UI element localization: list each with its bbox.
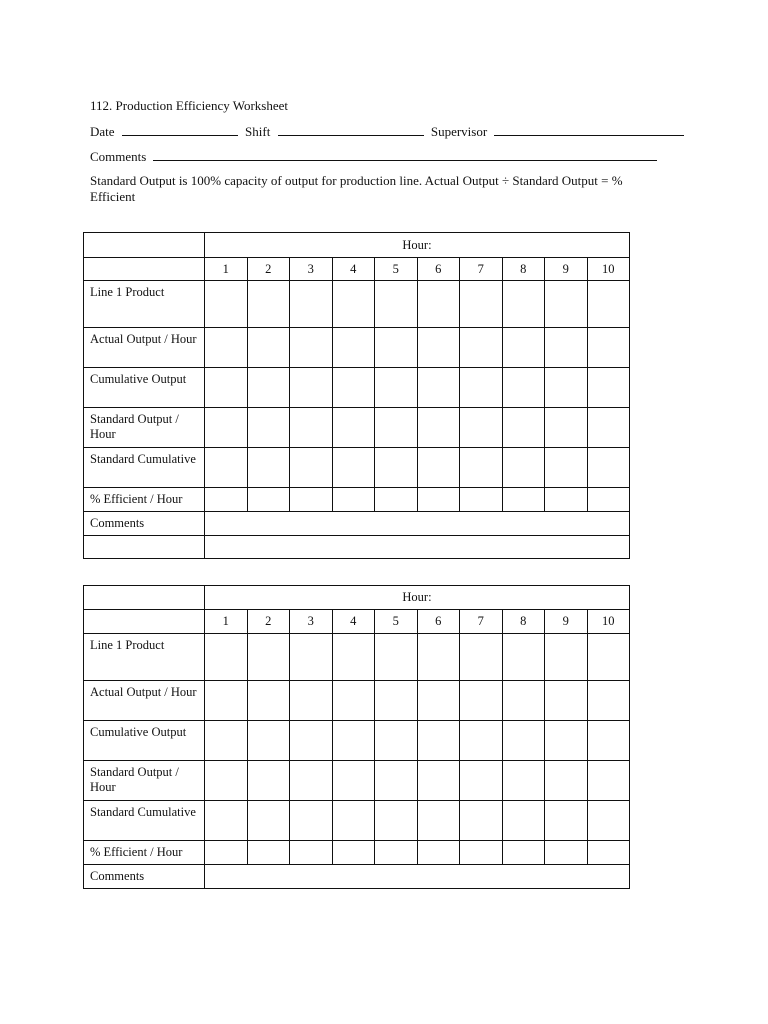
entry-cell[interactable] bbox=[587, 488, 630, 512]
table-row bbox=[84, 681, 630, 721]
row-label: Standard Output / Hour bbox=[84, 408, 205, 448]
date-label: Date bbox=[90, 124, 115, 139]
hour-number: 2 bbox=[247, 258, 290, 281]
entry-cell[interactable] bbox=[375, 408, 418, 448]
table-row bbox=[84, 801, 630, 841]
entry-cell[interactable] bbox=[205, 408, 248, 448]
entry-cell[interactable] bbox=[375, 721, 418, 761]
entry-cell[interactable] bbox=[247, 841, 290, 865]
table-row bbox=[84, 634, 630, 681]
entry-cell[interactable] bbox=[587, 448, 630, 488]
row-label: % Efficient / Hour bbox=[84, 488, 205, 512]
hour-number: 3 bbox=[290, 258, 333, 281]
entry-cell[interactable] bbox=[332, 368, 375, 408]
blank-label-cell bbox=[84, 536, 205, 559]
row-label: Standard Output / Hour bbox=[84, 761, 205, 801]
efficiency-table-1 bbox=[83, 232, 630, 559]
entry-cell[interactable] bbox=[290, 721, 333, 761]
entry-cell[interactable] bbox=[502, 448, 545, 488]
entry-cell[interactable] bbox=[460, 448, 503, 488]
entry-cell[interactable] bbox=[417, 681, 460, 721]
table-row bbox=[84, 761, 630, 801]
entry-cell[interactable] bbox=[502, 761, 545, 801]
entry-cell[interactable] bbox=[247, 634, 290, 681]
entry-cell[interactable] bbox=[290, 488, 333, 512]
entry-cell[interactable] bbox=[460, 281, 503, 328]
hour-number: 5 bbox=[375, 610, 418, 634]
entry-cell[interactable] bbox=[460, 634, 503, 681]
entry-cell[interactable] bbox=[587, 761, 630, 801]
entry-cell[interactable] bbox=[587, 328, 630, 368]
entry-cell[interactable] bbox=[375, 761, 418, 801]
entry-cell[interactable] bbox=[545, 801, 588, 841]
entry-cell[interactable] bbox=[460, 721, 503, 761]
hour-header: Hour: bbox=[205, 233, 630, 258]
entry-cell[interactable] bbox=[502, 841, 545, 865]
row-label: Actual Output / Hour bbox=[84, 681, 205, 721]
table-row bbox=[84, 865, 630, 889]
entry-cell[interactable] bbox=[332, 721, 375, 761]
entry-cell[interactable] bbox=[205, 634, 248, 681]
entry-cell[interactable] bbox=[375, 448, 418, 488]
entry-cell[interactable] bbox=[460, 761, 503, 801]
entry-cell[interactable] bbox=[205, 281, 248, 328]
entry-cell[interactable] bbox=[247, 328, 290, 368]
entry-cell[interactable] bbox=[205, 328, 248, 368]
hour-number: 6 bbox=[417, 258, 460, 281]
entry-cell[interactable] bbox=[460, 488, 503, 512]
entry-cell[interactable] bbox=[205, 761, 248, 801]
entry-cell[interactable] bbox=[417, 408, 460, 448]
entry-cell[interactable] bbox=[460, 841, 503, 865]
corner-cell bbox=[84, 233, 205, 258]
entry-cell[interactable] bbox=[587, 368, 630, 408]
table-row bbox=[84, 408, 630, 448]
entry-cell[interactable] bbox=[545, 681, 588, 721]
entry-cell[interactable] bbox=[545, 281, 588, 328]
hour-number: 2 bbox=[247, 610, 290, 634]
entry-cell[interactable] bbox=[417, 368, 460, 408]
entry-cell[interactable] bbox=[587, 681, 630, 721]
row-label: Cumulative Output bbox=[84, 721, 205, 761]
entry-cell[interactable] bbox=[332, 408, 375, 448]
entry-cell[interactable] bbox=[290, 281, 333, 328]
entry-cell[interactable] bbox=[502, 408, 545, 448]
entry-cell[interactable] bbox=[587, 721, 630, 761]
hour-number: 10 bbox=[587, 610, 630, 634]
entry-cell[interactable] bbox=[587, 408, 630, 448]
hour-number: 8 bbox=[502, 610, 545, 634]
entry-cell[interactable] bbox=[290, 634, 333, 681]
entry-cell[interactable] bbox=[545, 721, 588, 761]
entry-cell[interactable] bbox=[247, 408, 290, 448]
table-row bbox=[84, 448, 630, 488]
entry-cell[interactable] bbox=[205, 721, 248, 761]
row-label: Actual Output / Hour bbox=[84, 328, 205, 368]
entry-cell[interactable] bbox=[545, 328, 588, 368]
row-label: Line 1 Product bbox=[84, 634, 205, 681]
entry-cell[interactable] bbox=[290, 841, 333, 865]
table-row bbox=[84, 488, 630, 512]
entry-cell[interactable] bbox=[332, 801, 375, 841]
entry-cell[interactable] bbox=[502, 801, 545, 841]
entry-cell[interactable] bbox=[290, 448, 333, 488]
entry-cell[interactable] bbox=[587, 801, 630, 841]
entry-cell[interactable] bbox=[417, 721, 460, 761]
table-row bbox=[84, 841, 630, 865]
entry-cell[interactable] bbox=[332, 448, 375, 488]
entry-cell[interactable] bbox=[545, 408, 588, 448]
comments-entry-cell[interactable] bbox=[205, 865, 630, 889]
entry-cell[interactable] bbox=[545, 841, 588, 865]
comments-entry-cell[interactable] bbox=[205, 536, 630, 559]
row-label: Standard Cumulative bbox=[84, 448, 205, 488]
table-row bbox=[84, 328, 630, 368]
entry-cell[interactable] bbox=[460, 801, 503, 841]
entry-cell[interactable] bbox=[417, 841, 460, 865]
comments-row-label: Comments bbox=[84, 865, 205, 889]
hour-number: 9 bbox=[545, 610, 588, 634]
hour-number: 1 bbox=[205, 258, 248, 281]
hour-number: 1 bbox=[205, 610, 248, 634]
entry-cell[interactable] bbox=[417, 634, 460, 681]
entry-cell[interactable] bbox=[290, 408, 333, 448]
entry-cell[interactable] bbox=[205, 448, 248, 488]
table-row bbox=[84, 536, 630, 559]
entry-cell[interactable] bbox=[205, 681, 248, 721]
entry-cell[interactable] bbox=[375, 634, 418, 681]
entry-cell[interactable] bbox=[502, 634, 545, 681]
entry-cell[interactable] bbox=[332, 761, 375, 801]
corner-cell bbox=[84, 610, 205, 634]
hour-number: 4 bbox=[332, 610, 375, 634]
entry-cell[interactable] bbox=[502, 281, 545, 328]
entry-cell[interactable] bbox=[332, 634, 375, 681]
entry-cell[interactable] bbox=[247, 448, 290, 488]
entry-cell[interactable] bbox=[417, 761, 460, 801]
entry-cell[interactable] bbox=[460, 328, 503, 368]
hour-number: 10 bbox=[587, 258, 630, 281]
entry-cell[interactable] bbox=[545, 761, 588, 801]
entry-cell[interactable] bbox=[247, 721, 290, 761]
hour-number: 7 bbox=[460, 258, 503, 281]
instructions-text: Standard Output is 100% capacity of output for production line. Actual Output ÷ Standard Output = % Efficient bbox=[90, 173, 623, 204]
entry-cell[interactable] bbox=[205, 801, 248, 841]
entry-cell[interactable] bbox=[417, 328, 460, 368]
entry-cell[interactable] bbox=[375, 801, 418, 841]
hour-number: 6 bbox=[417, 610, 460, 634]
entry-cell[interactable] bbox=[545, 368, 588, 408]
comments-label: Comments bbox=[90, 149, 147, 164]
row-label: Standard Cumulative bbox=[84, 801, 205, 841]
shift-label: Shift bbox=[245, 124, 271, 139]
entry-cell[interactable] bbox=[417, 488, 460, 512]
entry-cell[interactable] bbox=[205, 368, 248, 408]
entry-cell[interactable] bbox=[290, 368, 333, 408]
entry-cell[interactable] bbox=[247, 801, 290, 841]
entry-cell[interactable] bbox=[375, 281, 418, 328]
supervisor-label: Supervisor bbox=[430, 124, 488, 139]
entry-cell[interactable] bbox=[502, 721, 545, 761]
header-fields-row bbox=[90, 123, 684, 140]
date-field[interactable] bbox=[122, 123, 238, 136]
entry-cell[interactable] bbox=[247, 681, 290, 721]
entry-cell[interactable] bbox=[205, 841, 248, 865]
entry-cell[interactable] bbox=[587, 634, 630, 681]
entry-cell[interactable] bbox=[417, 281, 460, 328]
entry-cell[interactable] bbox=[417, 801, 460, 841]
entry-cell[interactable] bbox=[332, 488, 375, 512]
entry-cell[interactable] bbox=[545, 488, 588, 512]
worksheet-title: 112. Production Efficiency Worksheet bbox=[90, 98, 289, 113]
entry-cell[interactable] bbox=[247, 281, 290, 328]
entry-cell[interactable] bbox=[460, 368, 503, 408]
hour-header: Hour: bbox=[205, 586, 630, 610]
table-row bbox=[84, 721, 630, 761]
entry-cell[interactable] bbox=[502, 368, 545, 408]
entry-cell[interactable] bbox=[375, 841, 418, 865]
table-row bbox=[84, 281, 630, 328]
entry-cell[interactable] bbox=[502, 681, 545, 721]
entry-cell[interactable] bbox=[502, 328, 545, 368]
hour-number: 8 bbox=[502, 258, 545, 281]
comments-row bbox=[90, 148, 657, 165]
entry-cell[interactable] bbox=[290, 761, 333, 801]
entry-cell[interactable] bbox=[375, 488, 418, 512]
supervisor-field[interactable] bbox=[494, 123, 684, 136]
entry-cell[interactable] bbox=[290, 328, 333, 368]
entry-cell[interactable] bbox=[587, 281, 630, 328]
efficiency-table-2 bbox=[83, 585, 630, 889]
entry-cell[interactable] bbox=[247, 761, 290, 801]
row-label: Cumulative Output bbox=[84, 368, 205, 408]
entry-cell[interactable] bbox=[290, 801, 333, 841]
entry-cell[interactable] bbox=[460, 681, 503, 721]
entry-cell[interactable] bbox=[332, 281, 375, 328]
comments-entry-cell[interactable] bbox=[205, 512, 630, 536]
hour-number: 4 bbox=[332, 258, 375, 281]
comments-field[interactable] bbox=[153, 148, 657, 161]
table-row bbox=[84, 512, 630, 536]
entry-cell[interactable] bbox=[290, 681, 333, 721]
entry-cell[interactable] bbox=[375, 681, 418, 721]
entry-cell[interactable] bbox=[502, 488, 545, 512]
row-label: % Efficient / Hour bbox=[84, 841, 205, 865]
entry-cell[interactable] bbox=[332, 681, 375, 721]
entry-cell[interactable] bbox=[247, 488, 290, 512]
row-label: Line 1 Product bbox=[84, 281, 205, 328]
hour-number: 5 bbox=[375, 258, 418, 281]
shift-field[interactable] bbox=[278, 123, 424, 136]
entry-cell[interactable] bbox=[375, 328, 418, 368]
hour-number: 9 bbox=[545, 258, 588, 281]
entry-cell[interactable] bbox=[332, 841, 375, 865]
entry-cell[interactable] bbox=[247, 368, 290, 408]
entry-cell[interactable] bbox=[587, 841, 630, 865]
corner-cell bbox=[84, 586, 205, 610]
comments-row-label: Comments bbox=[84, 512, 205, 536]
entry-cell[interactable] bbox=[417, 448, 460, 488]
entry-cell[interactable] bbox=[332, 328, 375, 368]
entry-cell[interactable] bbox=[460, 408, 503, 448]
corner-cell bbox=[84, 258, 205, 281]
table-row bbox=[84, 368, 630, 408]
entry-cell[interactable] bbox=[545, 634, 588, 681]
entry-cell[interactable] bbox=[205, 488, 248, 512]
hour-number: 7 bbox=[460, 610, 503, 634]
entry-cell[interactable] bbox=[545, 448, 588, 488]
hour-number: 3 bbox=[290, 610, 333, 634]
entry-cell[interactable] bbox=[375, 368, 418, 408]
